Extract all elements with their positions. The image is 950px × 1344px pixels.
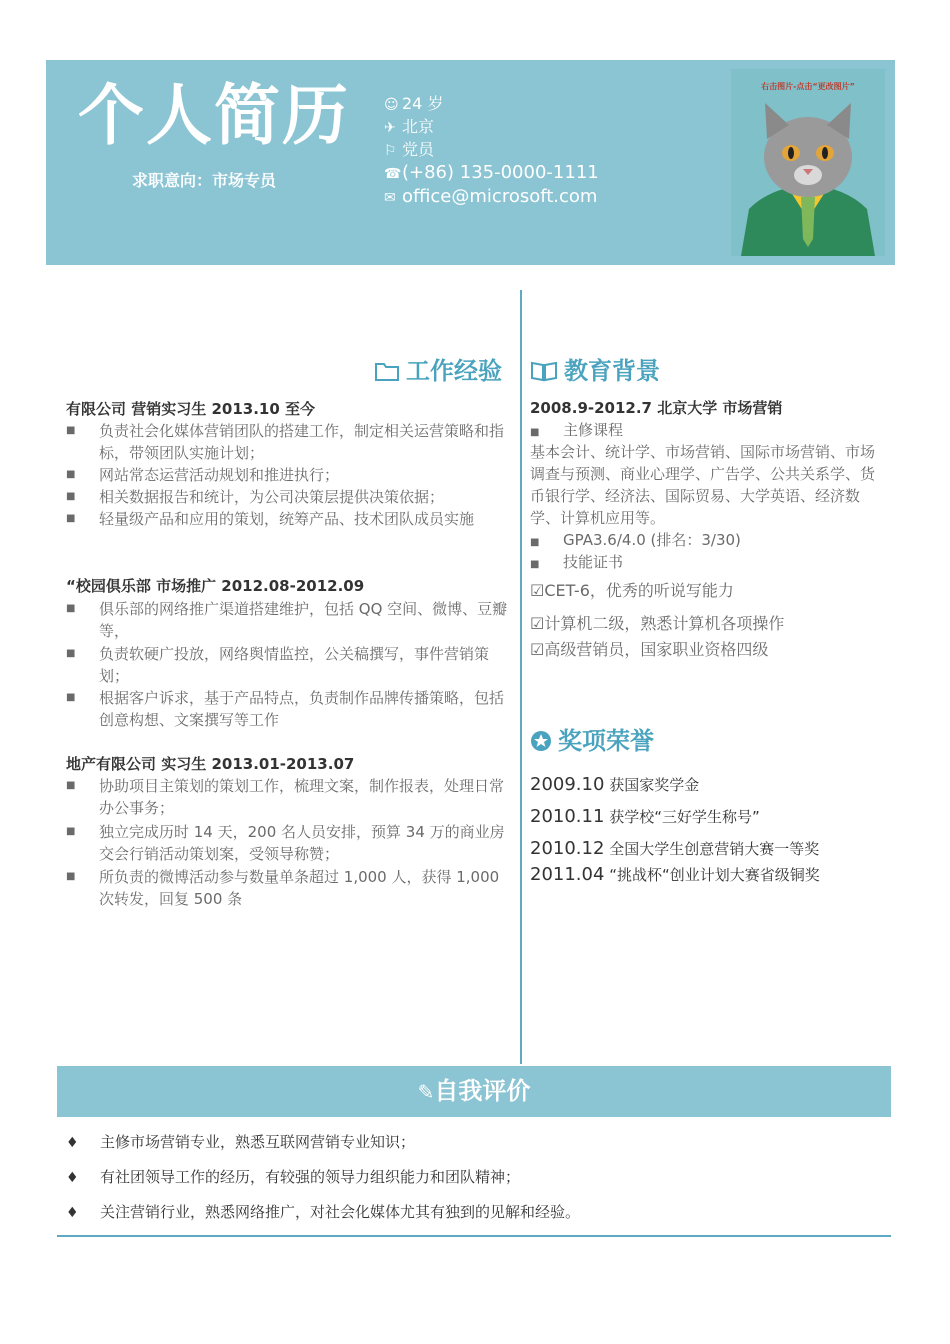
column-divider [520,290,522,1064]
self-eval-title: ✎自我评价 [417,1077,531,1105]
diamond-icon: ♦ [66,1135,79,1151]
award-item: 2010.11 获学校“三好学生称号” [530,806,760,827]
list-item: ■ 负责社会化媒体营销团队的搭建工作，制定相关运营策略和指标，带领团队实施计划； [66,422,505,462]
info-politics: ⚐ 党员 [384,139,434,162]
list-item: ■ 独立完成历时 14 天，200 名人员安排，预算 34 万的商业房交会行销活动策划案，受领导称赞； [66,823,505,863]
photo-hint: 右击图片-点击“更改图片” [761,82,855,91]
education-heading: 2008.9-2012.7 北京大学 市场营销 [530,399,783,417]
cert-item: ☑计算机二级，熟悉计算机各项操作 [530,614,785,633]
gpa-row: ■ GPA3.6/4.0 (排名：3/30) [530,531,741,549]
smile-icon: ☺ [384,97,399,113]
list-item: ■ 俱乐部的网络推广渠道搭建维护，包括 QQ 空间、微博、豆瓣等， [66,600,508,640]
cert-item: ☑高级营销员，国家职业资格四级 [530,640,769,659]
job-heading: 有限公司 营销实习生 2013.10 至今 [66,400,315,418]
list-item: ■ 根据客户诉求，基于产品特点，负责制作品牌传播策略，包括创意构想、文案撰写等工作 [66,689,505,729]
cat-avatar-icon [731,69,885,256]
self-eval-item: ♦ 有社团领导工作的经历，有较强的领导力组织能力和团队精神； [66,1166,520,1189]
list-item: ■ 轻量级产品和应用的策划，统筹产品、技术团队成员实施 [66,510,475,528]
list-item: ■ 相关数据报告和统计，为公司决策层提供决策依据； [66,488,445,506]
mail-icon: ✉ [384,190,396,206]
folder-icon [374,360,400,382]
self-eval-item: ♦ 关注营销行业，熟悉网络推广，对社会化媒体尤其有独到的见解和经验。 [66,1201,580,1224]
courses-text: 基本会计、统计学、市场营销、国际市场营销、市场调查与预测、商业心理学、广告学、公共关系学、货币银行学、经济法、国际贸易、大学英语、经济数学、计算机应用等。 [530,443,876,527]
plane-icon: ✈ [384,120,396,136]
diamond-icon: ♦ [66,1205,79,1221]
resume-title: 个人简历 [78,77,350,154]
job-intent: 求职意向：市场专员 [132,171,277,190]
list-item: ■ 网站常态运营活动规划和推进执行； [66,466,340,484]
award-item: 2010.12 全国大学生创意营销大赛一等奖 [530,838,820,859]
courses-label-row: ■ 主修课程 [530,421,624,439]
info-age: ☺ 24 岁 [384,93,443,116]
self-eval-bar [57,1066,891,1117]
cert-item: ☑CET-6，优秀的听说写能力 [530,581,734,600]
award-item: 2009.10 获国家奖学金 [530,774,700,795]
list-item: ■ 协助项目主策划的策划工作，梳理文案，制作报表，处理日常办公事务； [66,777,505,817]
book-icon [530,360,558,382]
awards-section-title: 奖项荣誉 [530,726,654,756]
info-phone: ☎(+86) 135-0000-1111 [384,162,599,183]
profile-photo[interactable] [731,69,885,256]
job-heading: “校园俱乐部 市场推广 2012.08-2012.09 [66,577,365,595]
phone-icon: ☎ [384,166,402,182]
work-section-title: 工作经验 [374,356,502,386]
list-item: ■ 所负责的微博活动参与数量单条超过 1,000 人，获得 1,000 次转发，回复 500 条 [66,868,500,908]
pencil-icon: ✎ [417,1080,435,1104]
flag-icon: ⚐ [384,143,397,159]
star-circle-icon [530,730,552,752]
info-email: ✉ office@microsoft.com [384,186,598,207]
award-item: 2011.04 “挑战杯“创业计划大赛省级铜奖 [530,864,820,885]
diamond-icon: ♦ [66,1170,79,1186]
education-section-title: 教育背景 [530,356,660,386]
bottom-divider [57,1235,891,1237]
cert-label-row: ■ 技能证书 [530,553,624,571]
self-eval-item: ♦ 主修市场营销专业，熟悉互联网营销专业知识； [66,1131,415,1154]
job-heading: 地产有限公司 实习生 2013.01-2013.07 [66,755,355,773]
list-item: ■ 负责软硬广投放，网络舆情监控，公关稿撰写，事件营销策划； [66,645,490,685]
info-city: ✈ 北京 [384,116,434,139]
